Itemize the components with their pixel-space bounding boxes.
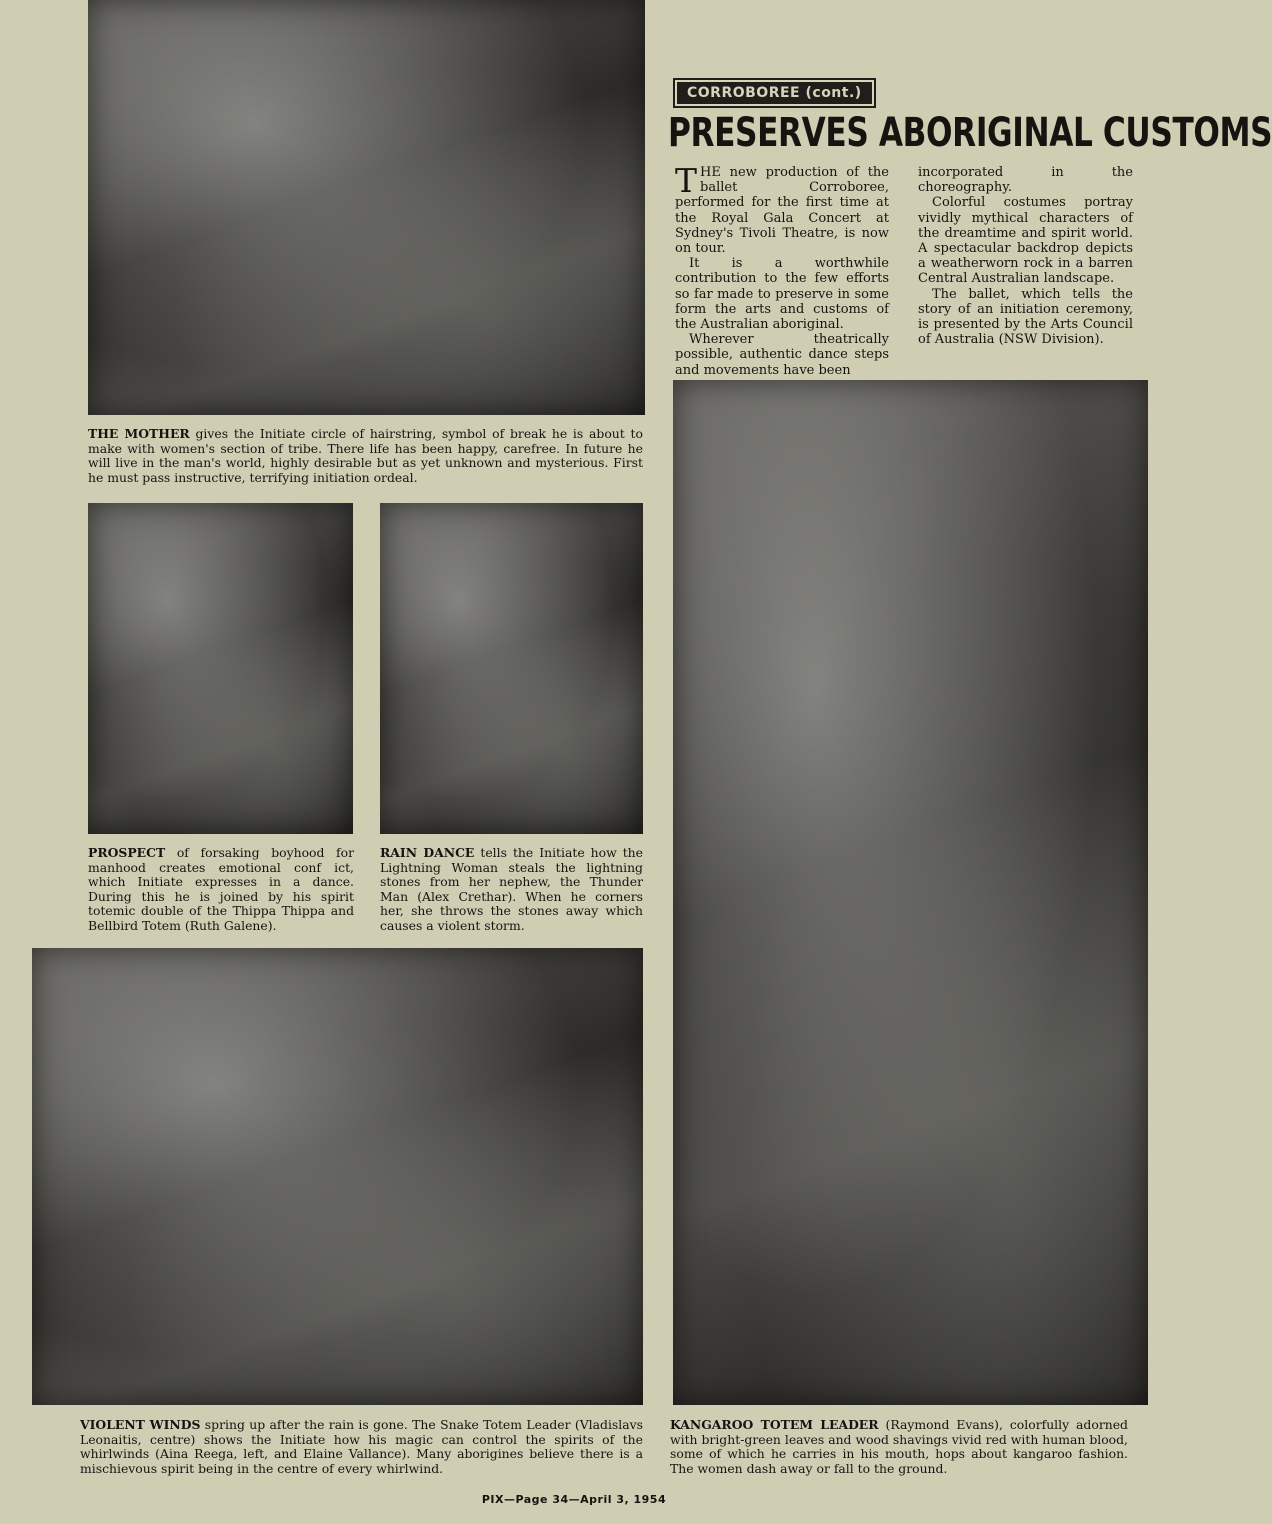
photo-rain-dance bbox=[380, 503, 643, 834]
article-paragraph: Colorful costumes portray vividly mythical characters of the dreamtime and spirit world. A spectacular backdrop depicts a weatherworn rock in a barren Central Australian landscape. bbox=[918, 195, 1133, 287]
photo-prospect-dance bbox=[88, 503, 353, 834]
caption-mother bbox=[88, 427, 643, 485]
photo-mother-and-initiate bbox=[88, 0, 645, 415]
article-paragraph bbox=[675, 161, 889, 257]
headline: PRESERVES ABORIGINAL CUSTOMS bbox=[668, 110, 1272, 156]
caption-text: tells the Initiate how the Lightning Woman steals the lightning stones from her nephew, the Thunder Man (Alex Crethar). When he corners her, she throws the stones away which causes a violent storm. bbox=[380, 845, 643, 933]
photo-violent-winds bbox=[32, 948, 643, 1405]
caption-text: gives the Initiate circle of hairstring, symbol of break he is about to make with women's section of tribe. There life has been happy, carefree. In future he will live in the man's world, highly desirable but as yet unknown and mysterious. First he must pass instructive, terrifying initiation ordeal. bbox=[88, 426, 643, 485]
caption-kangaroo-totem bbox=[670, 1418, 1128, 1476]
dropcap: T bbox=[675, 161, 698, 200]
article-text: HE new production of the ballet Corroboree, performed for the first time at the Royal Gala Concert at Sydney's Tivoli Theatre, is now on tour. bbox=[675, 165, 889, 257]
caption-rain-dance bbox=[380, 846, 643, 934]
caption-lead: VIOLENT WINDS bbox=[80, 1417, 201, 1432]
section-tag: CORROBOREE (cont.) bbox=[675, 80, 874, 106]
caption-text: (Raymond Evans), colorfully adorned with bright-green leaves and wood shavings vivid red with human blood, some of which he carries in his mouth, hops about kangaroo fashion. The women dash away or fall to the ground. bbox=[670, 1417, 1128, 1476]
article-paragraph: It is a worthwhile contribution to the few efforts so far made to preserve in some form the arts and customs of the Australian aboriginal. bbox=[675, 256, 889, 333]
caption-text: of forsaking boyhood for manhood creates emotional conf ict, which Initiate expresses in a dance. During this he is joined by his spirit totemic double of the Thippa Thippa and Bellbird Totem (Ruth Galene). bbox=[88, 845, 354, 933]
caption-violent-winds bbox=[80, 1418, 643, 1476]
photo-kangaroo-totem-leader bbox=[673, 380, 1148, 1405]
caption-lead: KANGAROO TOTEM LEADER bbox=[670, 1417, 879, 1432]
article-column-2 bbox=[918, 165, 1133, 347]
caption-prospect bbox=[88, 846, 354, 934]
article-paragraph: incorporated in the choreography. bbox=[918, 165, 1133, 196]
caption-lead: THE MOTHER bbox=[88, 426, 190, 441]
article-paragraph: The ballet, which tells the story of an initiation ceremony, is presented by the Arts Council of Australia (NSW Division). bbox=[918, 286, 1133, 348]
caption-lead: PROSPECT bbox=[88, 845, 166, 860]
caption-lead: RAIN DANCE bbox=[380, 845, 475, 860]
page-footer: PIX—Page 34—April 3, 1954 bbox=[481, 1493, 667, 1506]
caption-text: spring up after the rain is gone. The Snake Totem Leader (Vladislavs Leonaitis, centre) shows the Initiate how his magic can control the spirits of the whirlwinds (Aina Reega, left, and Elaine Vallance). Many aborigines believe there is a mischievous spirit being in the centre of every whirlwind. bbox=[80, 1417, 643, 1476]
article-column-1 bbox=[675, 161, 889, 378]
article-paragraph: Wherever theatrically possible, authentic dance steps and movements have been bbox=[675, 332, 889, 378]
